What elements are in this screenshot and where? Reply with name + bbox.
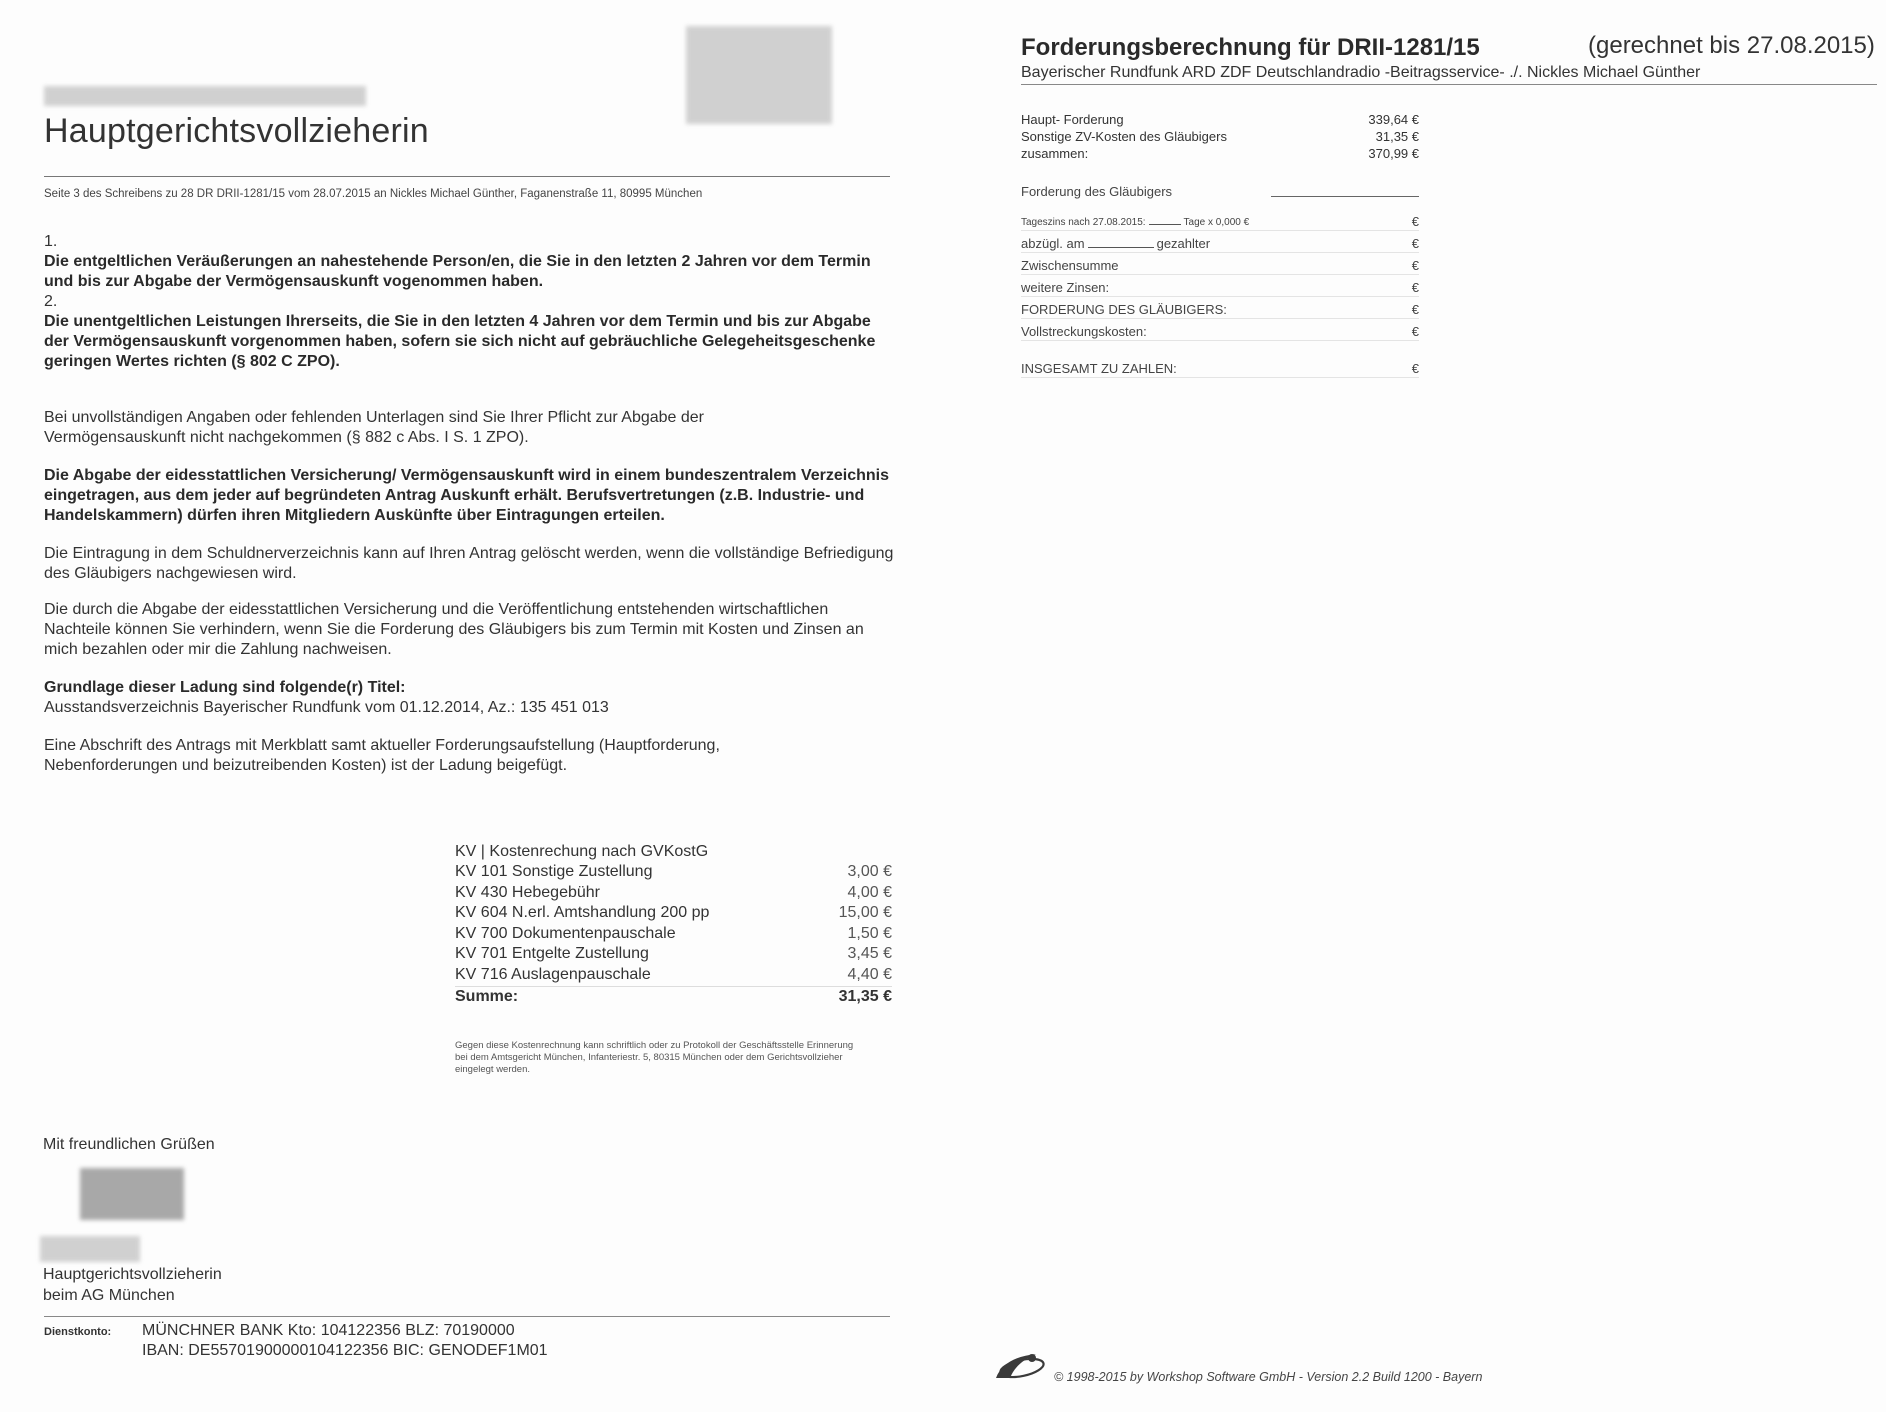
signer-title: [43, 1264, 222, 1306]
subtotal-label: Zwischensumme: [1021, 258, 1119, 273]
more-interest-row: [1021, 280, 1419, 297]
deletion-notice: Die Eintragung in dem Schuldnerverzeichnis kann auf Ihren Antrag gelöscht werden, wenn die vollständige Befriedigung des Gläubigers nachgewiesen wird.: [44, 545, 894, 582]
fee-amount: 3,00 €: [847, 863, 892, 880]
reference-line: Seite 3 des Schreibens zu 28 DR DRII-1281/15 vom 28.07.2015 an Nickles Michael Günther, Faganenstraße 11, 80995 München: [44, 188, 703, 200]
euro-sign: €: [1411, 214, 1419, 229]
daily-interest-row: [1021, 214, 1419, 231]
fee-row: [455, 862, 892, 883]
deduction-date-blank: [1088, 237, 1154, 248]
euro-sign: €: [1411, 324, 1419, 339]
daily-interest-suffix: Tage x 0,000 €: [1183, 217, 1250, 228]
redacted-logo: [686, 26, 832, 124]
deduction-row: [1021, 236, 1419, 253]
fee-label: KV 604 N.erl. Amtshandlung 200 pp: [455, 904, 710, 921]
account-label: Dienstkonto:: [44, 1326, 112, 1338]
summary-amount: 339,64 €: [1368, 112, 1419, 127]
fee-sum-amount: 31,35 €: [838, 988, 892, 1005]
fee-label: KV 700 Dokumentenpauschale: [455, 924, 676, 942]
fee-label: KV 716 Auslagenpauschale: [455, 965, 651, 983]
fee-row: [455, 965, 892, 986]
redacted-signature: [80, 1168, 184, 1220]
days-blank: [1149, 214, 1181, 225]
fee-amount: 3,45 €: [847, 945, 892, 962]
fee-row: [455, 903, 892, 924]
closing-greeting: Mit freundlichen Grüßen: [43, 1136, 215, 1153]
item-1-number: 1.: [44, 233, 58, 250]
fee-amount: 1,50 €: [847, 924, 892, 942]
parties-line: Bayerischer Rundfunk ARD ZDF Deutschlandradio -Beitragsservice- ./. Nickles Michael Günther: [1021, 64, 1701, 81]
item-2-text: Die unentgeltlichen Leistungen Ihrerseits, die Sie in den letzten 4 Jahren vor dem Termin und bis zur Abgabe der Vermögensauskunft vorgenommen haben, sofern sie sich nicht auf gebräuchliche Gelegeheitsgeschenke geringen Wertes richten (§ 802 C ZPO).: [44, 313, 876, 370]
creditor-claim-row: [1021, 302, 1419, 319]
account-bank-line: MÜNCHNER BANK Kto: 104122356 BLZ: 70190000: [142, 1322, 515, 1339]
euro-sign: €: [1411, 258, 1419, 273]
deduction-prefix: abzügl. am: [1021, 236, 1085, 251]
signer-title-line-1: Hauptgerichtsvollzieherin: [43, 1266, 222, 1283]
euro-sign: €: [1411, 236, 1419, 251]
total-label: INSGESAMT ZU ZAHLEN:: [1021, 361, 1177, 376]
fee-row: [455, 883, 892, 904]
euro-sign: €: [1411, 280, 1419, 295]
software-copyright: © 1998-2015 by Workshop Software GmbH - Version 2.2 Build 1200 - Bayern: [1054, 1370, 1483, 1384]
summary-label: Haupt- Forderung: [1021, 112, 1124, 127]
summary-row: [1021, 112, 1419, 128]
item-2-number: 2.: [44, 293, 58, 310]
redacted-name-block: [44, 86, 366, 106]
header-divider: [44, 176, 890, 177]
fee-table: [455, 842, 892, 1008]
page-title: Hauptgerichtsvollzieherin: [44, 112, 429, 150]
fee-table-header: KV | Kostenrechung nach GVKostG: [455, 843, 709, 860]
fee-amount: 4,00 €: [847, 883, 892, 901]
summary-row: [1021, 146, 1419, 162]
summary-amount: 370,99 €: [1368, 146, 1419, 161]
enforcement-costs-row: [1021, 324, 1419, 341]
claim-calculation-title: Forderungsberechnung für DRII-1281/15: [1021, 34, 1480, 61]
more-interest-label: weitere Zinsen:: [1021, 280, 1110, 295]
fee-row: [455, 944, 892, 965]
creditor-claim-heading: Forderung des Gläubigers: [1021, 184, 1173, 199]
euro-sign: €: [1411, 361, 1419, 376]
fee-objection-note: Gegen diese Kostenrechnung kann schriftlich oder zu Protokoll der Geschäftsstelle Erinnerung bei dem Amtsgericht München, Infanteriestr. 5, 80315 München oder dem Gerichtsvollzieher eingelegt werden.: [455, 1040, 854, 1075]
registry-notice: Die Abgabe der eidesstattlichen Versicherung/ Vermögensauskunft wird in einem bundeszentralem Verzeichnis eingetragen, aus dem jeder auf begründeten Antrag Auskunft erhält. Berufsvertretungen (z.B. Industrie- und Handelskammern) dürfen ihren Mitgliedern Auskünfte über Eintragungen erteilen.: [44, 467, 889, 524]
claim-header-divider: [1021, 84, 1877, 85]
avoidance-notice: Die durch die Abgabe der eidesstattlichen Versicherung und die Veröffentlichung entstehenden wirtschaftlichen Nachteile können Sie verhindern, wenn Sie die Forderung des Gläubigers bis zum Termin mit Kosten und Zinsen an mich bezahlen oder mir die Zahlung nachweisen.: [44, 601, 864, 658]
total-row: [1021, 361, 1419, 378]
enforcement-costs-label: Vollstreckungskosten:: [1021, 324, 1147, 339]
enclosure-notice: Eine Abschrift des Antrags mit Merkblatt samt aktueller Forderungsaufstellung (Hauptforderung, Nebenforderungen und beizutreibenden Kosten) ist der Ladung beigefügt.: [44, 737, 720, 774]
daily-interest-prefix: Tageszins nach 27.08.2015:: [1021, 217, 1146, 228]
summary-amount: 31,35 €: [1375, 129, 1419, 144]
incomplete-notice: Bei unvollständigen Angaben oder fehlenden Unterlagen sind Sie Ihrer Pflicht zur Abgabe der Vermögensauskunft nicht nachgekommen (§ 882 c Abs. I S. 1 ZPO).: [44, 409, 705, 446]
account-iban-line: IBAN: DE55701900000104122356 BIC: GENODEF1M01: [142, 1342, 548, 1359]
title-basis-heading: Grundlage dieser Ladung sind folgende(r) Titel:: [44, 679, 406, 696]
fee-label: KV 101 Sonstige Zustellung: [455, 863, 653, 880]
item-1-text: Die entgeltlichen Veräußerungen an nahestehende Person/en, die Sie in den letzten 2 Jahren vor dem Termin und bis zur Abgabe der Vermögensauskunft vogenommen haben.: [44, 253, 871, 290]
calculation-date: (gerechnet bis 27.08.2015): [1588, 32, 1875, 59]
creditor-claim-blank: [1271, 196, 1419, 197]
summary-label: Sonstige ZV-Kosten des Gläubigers: [1021, 129, 1227, 144]
title-basis-text: Ausstandsverzeichnis Bayerischer Rundfunk vom 01.12.2014, Az.: 135 451 013: [44, 699, 609, 716]
signer-title-line-2: beim AG München: [43, 1287, 175, 1304]
summary-row: [1021, 129, 1419, 145]
deduction-suffix: gezahlter: [1156, 236, 1211, 251]
fee-label: KV 701 Entgelte Zustellung: [455, 945, 649, 962]
fee-label: KV 430 Hebegebühr: [455, 883, 600, 901]
summary-label: zusammen:: [1021, 146, 1089, 161]
fee-amount: 15,00 €: [838, 904, 892, 921]
euro-sign: €: [1411, 302, 1419, 317]
footer-divider: [44, 1316, 890, 1317]
fee-sum-row: [455, 986, 892, 1008]
creditor-claim-label: FORDERUNG DES GLÄUBIGERS:: [1021, 302, 1227, 317]
software-logo-icon: [992, 1348, 1048, 1384]
fee-amount: 4,40 €: [847, 965, 892, 983]
fee-sum-label: Summe:: [455, 988, 519, 1005]
subtotal-row: [1021, 258, 1419, 275]
redacted-signer-name: [40, 1236, 140, 1262]
fee-row: [455, 924, 892, 945]
